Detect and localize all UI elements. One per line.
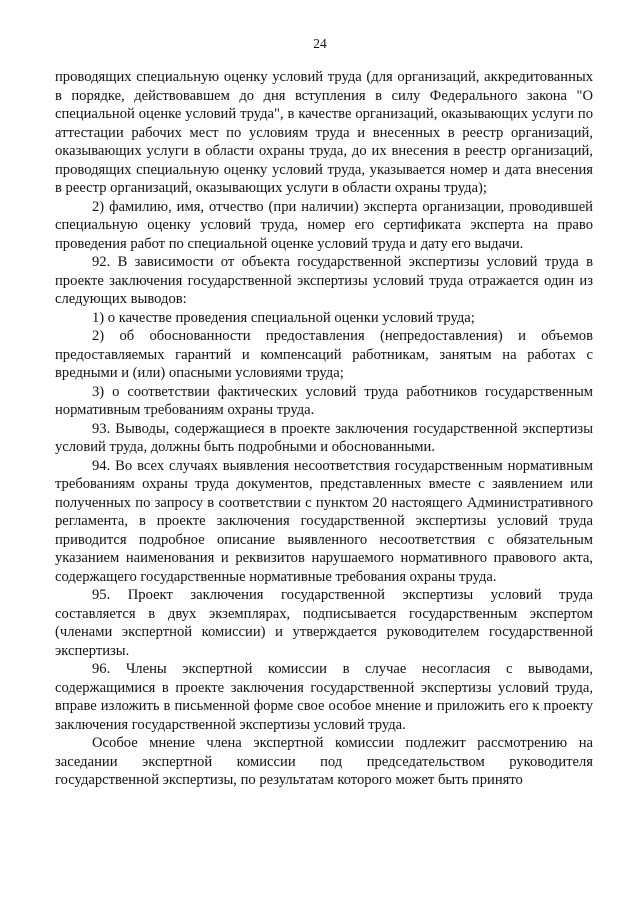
document-body <box>55 68 593 790</box>
paragraph-93: 93. Выводы, содержащиеся в проекте заключения государственной экспертизы условий труда, должны быть подробными и обоснованными. <box>55 420 593 455</box>
paragraph-94: 94. Во всех случаях выявления несоответствия государственным нормативным требованиям охраны труда документов, представленных вместе с заявлением или полученных по запросу в соответствии с пунктом 20 настоящего Административного регламента, в проекте заключения государственной экспертизы условий труда приводится подробное описание выявленного несоответствия с обязательным указанием наименования и реквизитов нарушаемого нормативного правового акта, содержащего государственные нормативные требования охраны труда. <box>55 457 593 585</box>
paragraph-special-opinion: Особое мнение члена экспертной комиссии подлежит рассмотрению на заседании экспертной комиссии под председательством руководителя государственной экспертизы, по результатам которого может быть принято <box>55 735 593 788</box>
paragraph-item-2-expert: 2) фамилию, имя, отчество (при наличии) эксперта организации, проводившей специальную оценку условий труда, номер его сертификата эксперта на право проведения работ по специальной оценке условий труда и дату его выдачи. <box>55 198 593 252</box>
paragraph-92-item-1: 1) о качестве проведения специальной оценки условий труда; <box>92 309 475 326</box>
paragraph-96: 96. Члены экспертной комиссии в случае несогласия с выводами, содержащимися в проекте заключения государственной экспертизы условий труда, вправе изложить в письменной форме свое особое мнение и приложить его к проекту заключения государственной экспертизы условий труда. <box>55 661 593 733</box>
paragraph-95: 95. Проект заключения государственной экспертизы условий труда составляется в двух экземплярах, подписывается государственным экспертом (членами экспертной комиссии) и утверждается руководителем государственной экспертизы. <box>55 587 593 659</box>
paragraph-92-item-3: 3) о соответствии фактических условий труда работников государственным нормативным требованиям охраны труда. <box>55 383 593 418</box>
paragraph-continuation: проводящих специальную оценку условий труда (для организаций, аккредитованных в порядке, действовавшем до дня вступления в силу Федерального закона "О специальной оценке условий труда", в качестве организаций, оказывающих услуги по аттестации рабочих мест по условиям труда и внесенных в реестр организаций, оказывающих услуги в области охраны труда, до их внесения в реестр организаций, проводящих специальную оценку условий труда, указывается номер и дата внесения в реестр организаций, оказывающих услуги в области охраны труда); <box>55 69 593 196</box>
paragraph-92: 92. В зависимости от объекта государственной экспертизы условий труда в проекте заключения государственной экспертизы условий труда отражается один из следующих выводов: <box>55 254 593 307</box>
page-number: 24 <box>313 36 327 51</box>
paragraph-92-item-2: 2) об обоснованности предоставления (непредоставления) и объемов предоставляемых гарантий и компенсаций работникам, занятым на работах с вредными и (или) опасными условиями труда; <box>55 328 593 381</box>
